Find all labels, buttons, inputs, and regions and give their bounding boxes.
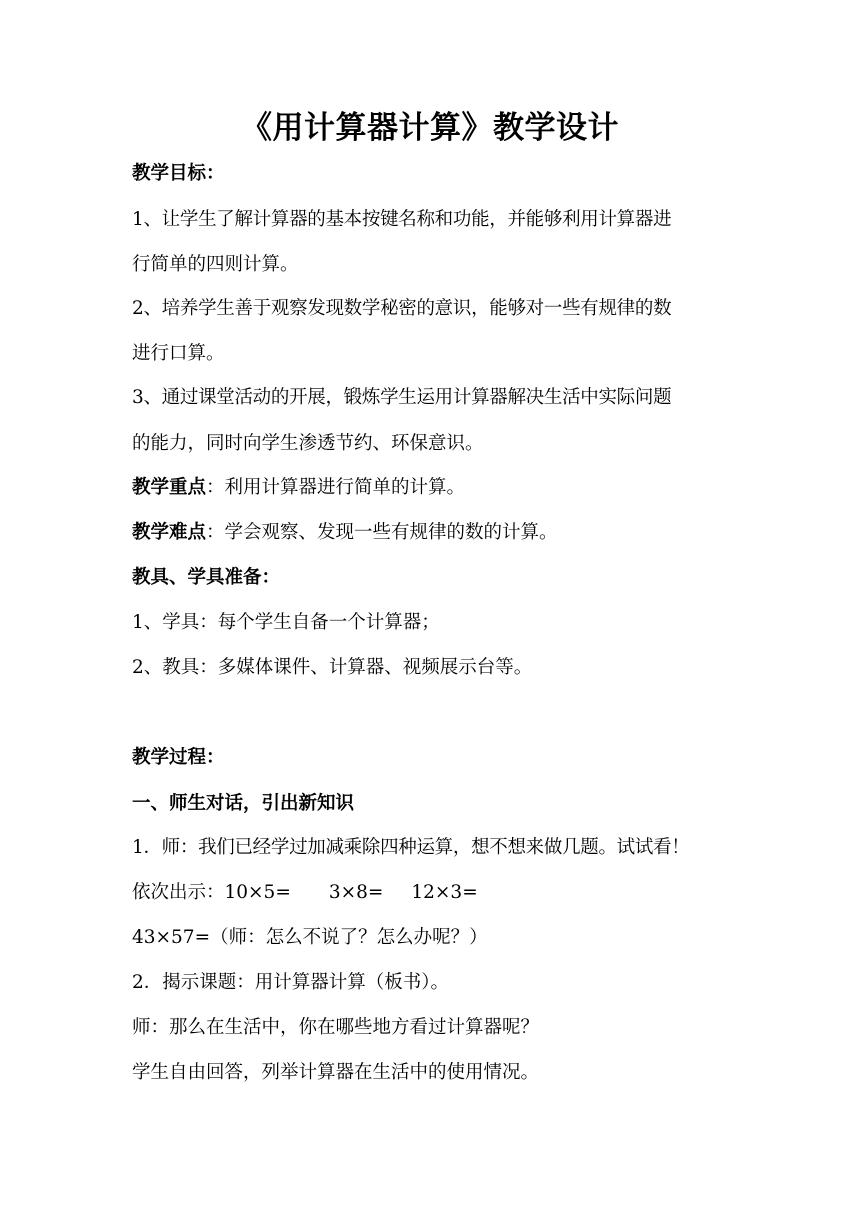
student-answer: 学生自由回答，列举计算器在生活中的使用情况。	[132, 1062, 540, 1083]
difficulty-text: ：学会观察、发现一些有规律的数的计算。	[206, 522, 558, 543]
materials-heading: 教具、学具准备：	[132, 567, 281, 588]
step-2: 2．揭示课题：用计算器计算（板书）。	[132, 972, 450, 993]
key-point-text: ：利用计算器进行简单的计算。	[206, 477, 466, 498]
material-2: 2、教具：多媒体课件、计算器、视频展示台等。	[132, 657, 533, 678]
expression-1: 10×5=	[224, 882, 291, 903]
section-1-heading: 一、师生对话，引出新知识	[132, 793, 355, 814]
document-title: 《用计算器计算》教学设计	[241, 110, 619, 146]
expression-2: 3×8=	[328, 882, 384, 903]
show-expressions-line	[132, 880, 742, 906]
objective-3-line-1: 3、通过课堂活动的开展，锻炼学生运用计算器解决生活中实际问题	[132, 387, 672, 408]
objective-1-line-2: 行简单的四则计算。	[132, 254, 299, 275]
expression-3: 12×3=	[411, 882, 478, 903]
objective-2-line-2: 进行口算。	[132, 343, 225, 364]
objective-2-line-1: 2、培养学生善于观察发现数学秘密的意识，能够对一些有规律的数	[132, 298, 672, 319]
key-point-label: 教学重点	[132, 477, 207, 498]
material-1: 1、学具：每个学生自备一个计算器；	[132, 612, 440, 633]
difficulty-label: 教学难点	[132, 522, 207, 543]
objectives-heading: 教学目标：	[132, 163, 225, 184]
key-point-line	[132, 475, 742, 501]
process-heading: 教学过程：	[132, 747, 225, 768]
expression-4: 43×57=（师：怎么不说了？怎么办呢？）	[132, 927, 488, 948]
teacher-question: 师：那么在生活中，你在哪些地方看过计算器呢？	[132, 1017, 540, 1038]
objective-1-line-1: 1、让学生了解计算器的基本按键名称和功能，并能够利用计算器进	[132, 209, 672, 230]
objective-3-line-2: 的能力，同时向学生渗透节约、环保意识。	[132, 433, 484, 454]
step-1: 1．师：我们已经学过加减乘除四种运算，想不想来做几题。试试看！	[132, 837, 690, 858]
difficulty-line	[132, 520, 742, 546]
show-prefix: 依次出示：	[132, 882, 225, 903]
